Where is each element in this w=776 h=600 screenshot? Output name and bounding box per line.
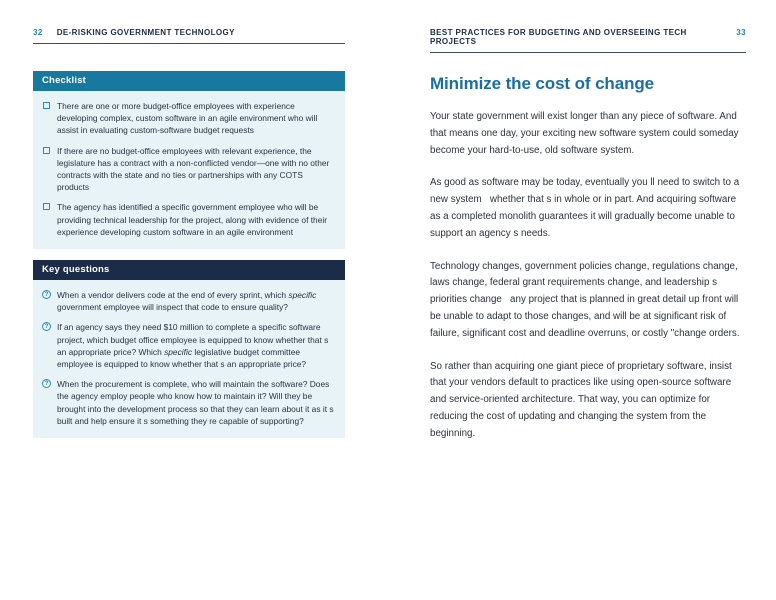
question-mark-icon: ? — [42, 322, 51, 331]
right-header-title: BEST PRACTICES FOR BUDGETING AND OVERSEEING TECH PROJECTS — [430, 28, 687, 46]
question-item — [42, 378, 336, 427]
key-questions-body — [33, 280, 345, 438]
checklist-item-text: The agency has identified a specific government employee who will be providing technical leadership for the project, along with evidence of their experience developing custom software in an agile environment — [57, 202, 328, 237]
question-mark-icon: ? — [42, 379, 51, 388]
checklist-body — [33, 91, 345, 249]
key-questions-header: Key questions — [33, 260, 345, 280]
checklist-item — [42, 100, 336, 137]
key-questions-panel — [33, 260, 345, 438]
body-paragraph: As good as software may be today, eventually you ll need to switch to a new system whether that s in whole or in part. And acquiring software as a completed monolith guarantees it will gradually become unable to support an agency s needs. — [430, 177, 740, 239]
body-copy — [430, 109, 746, 443]
checklist-item-text: If there are no budget-office employees with relevant experience, the legislature has a contract with a non-conflicted vendor—one with no other contracts with the state and no ties or partnerships with any COTS products — [57, 145, 330, 193]
question-text: When a vendor delivers code at the end of every sprint, which specific government employee will inspect that code to ensure quality? — [57, 290, 317, 313]
right-page-header — [430, 28, 746, 53]
left-page — [33, 28, 345, 438]
body-paragraph: Technology changes, government policies change, regulations change, laws change, federal grant requirements change, and leadership s priorities change any project that is planned in great detail up front will be unable to adapt to those changes, and will be at significant risk of failure, significant cost and deadline overruns, or costly "change orders. — [430, 260, 740, 339]
question-text: When the procurement is complete, who will maintain the software? Does the agency employ people who know how to maintain it? Will they be brought into the development process so that they can learn about it as it s built and help ensure it s something they re capable of supporting? — [57, 379, 334, 426]
checklist-item-text: There are one or more budget-office employees with experience developing complex, custom software in an agile environment who will assist in evaluating custom-software budget requests — [57, 101, 318, 136]
body-paragraph: So rather than acquiring one giant piece of proprietary software, insist that your vendors default to practices like using open-source software and service-oriented architecture. That way, you can optimize for reducing the cost of updating and changing the system from the beginning. — [430, 360, 732, 439]
right-page — [430, 28, 746, 459]
checklist-panel — [33, 71, 345, 249]
checklist-item — [42, 145, 336, 194]
section-title: Minimize the cost of change — [430, 74, 654, 93]
question-mark-icon: ? — [42, 290, 51, 299]
body-paragraph: Your state government will exist longer than any piece of software. And that means one day, your exciting new software system could someday become your hard-to-use, old software system. — [430, 111, 739, 156]
question-item — [42, 289, 336, 313]
checklist-header: Checklist — [33, 71, 345, 91]
left-page-header — [33, 28, 345, 44]
checkbox-icon — [43, 203, 50, 210]
left-header-title: DE-RISKING GOVERNMENT TECHNOLOGY — [56, 28, 235, 37]
checkbox-icon — [43, 102, 50, 109]
question-text: If an agency says they need $10 million to complete a specific software project, which budget office employee is equipped to know whether that s an appropriate price? Which specific legislative budget committee employee is equipped to know whether that s an appropriate price? — [57, 322, 329, 370]
question-item — [42, 321, 336, 370]
right-page-number: 33 — [736, 28, 746, 37]
checklist-item — [42, 201, 336, 238]
checkbox-icon — [43, 147, 50, 154]
left-page-number: 32 — [33, 28, 43, 37]
